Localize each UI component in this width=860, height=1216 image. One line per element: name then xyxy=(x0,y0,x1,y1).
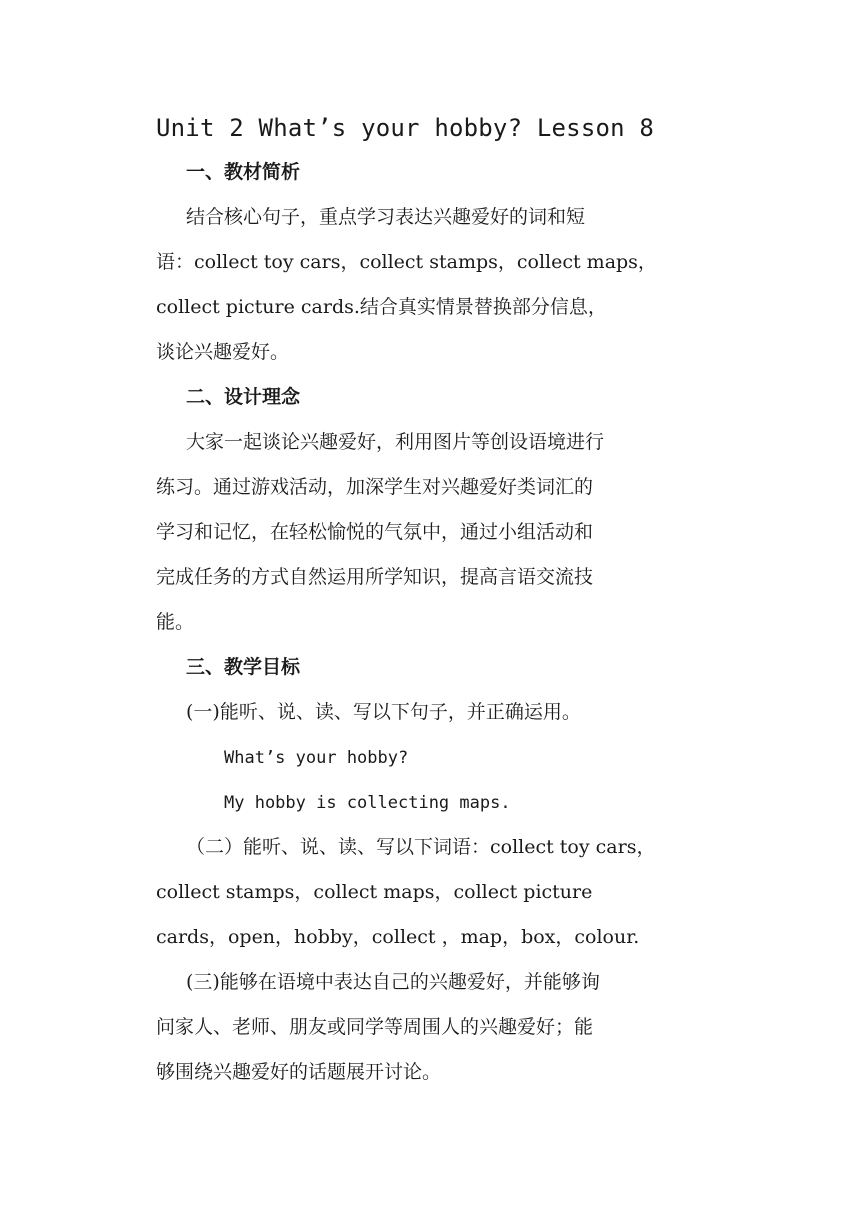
goal-three-line: 问家人、老师、朋友或同学等周围人的兴趣爱好；能 xyxy=(156,1016,594,1038)
goal-two-line: （二）能听、说、读、写以下词语：collect toy cars， xyxy=(186,836,656,858)
goal-three-line: 够围绕兴趣爱好的话题展开讨论。 xyxy=(156,1061,442,1083)
goal-one-text: (一)能听、说、读、写以下句子，并正确运用。 xyxy=(186,701,581,723)
example-sentence: My hobby is collecting maps. xyxy=(224,793,511,813)
paragraph-line: 完成任务的方式自然运用所学知识，提高言语交流技 xyxy=(156,566,594,588)
paragraph-line: 大家一起谈论兴趣爱好，利用图片等创设语境进行 xyxy=(186,431,605,453)
example-sentence: What’s your hobby? xyxy=(224,748,409,768)
goal-three-line: (三)能够在语境中表达自己的兴趣爱好，并能够询 xyxy=(186,971,600,993)
paragraph-line: 练习。通过游戏活动，加深学生对兴趣爱好类词汇的 xyxy=(156,476,594,498)
paragraph-line: 语：collect toy cars，collect stamps，collect maps， xyxy=(156,251,657,273)
paragraph-line: 结合核心句子，重点学习表达兴趣爱好的词和短 xyxy=(186,206,586,228)
paragraph-line: 谈论兴趣爱好。 xyxy=(156,341,290,363)
paragraph-line: collect picture cards.结合真实情景替换部分信息， xyxy=(156,296,607,318)
paragraph-line: 学习和记忆，在轻松愉悦的气氛中，通过小组活动和 xyxy=(156,521,594,543)
document-title: Unit 2 What’s your hobby? Lesson 8 xyxy=(156,114,655,142)
section-heading-teaching-goals: 三、教学目标 xyxy=(186,656,301,678)
section-heading-design-concept: 二、设计理念 xyxy=(186,386,301,408)
section-heading-textbook-analysis: 一、教材简析 xyxy=(186,161,301,183)
paragraph-line: 能。 xyxy=(156,611,195,633)
goal-two-line: cards，open，hobby，collect ，map，box，colour. xyxy=(156,926,640,948)
goal-two-line: collect stamps，collect maps，collect picture xyxy=(156,881,593,903)
